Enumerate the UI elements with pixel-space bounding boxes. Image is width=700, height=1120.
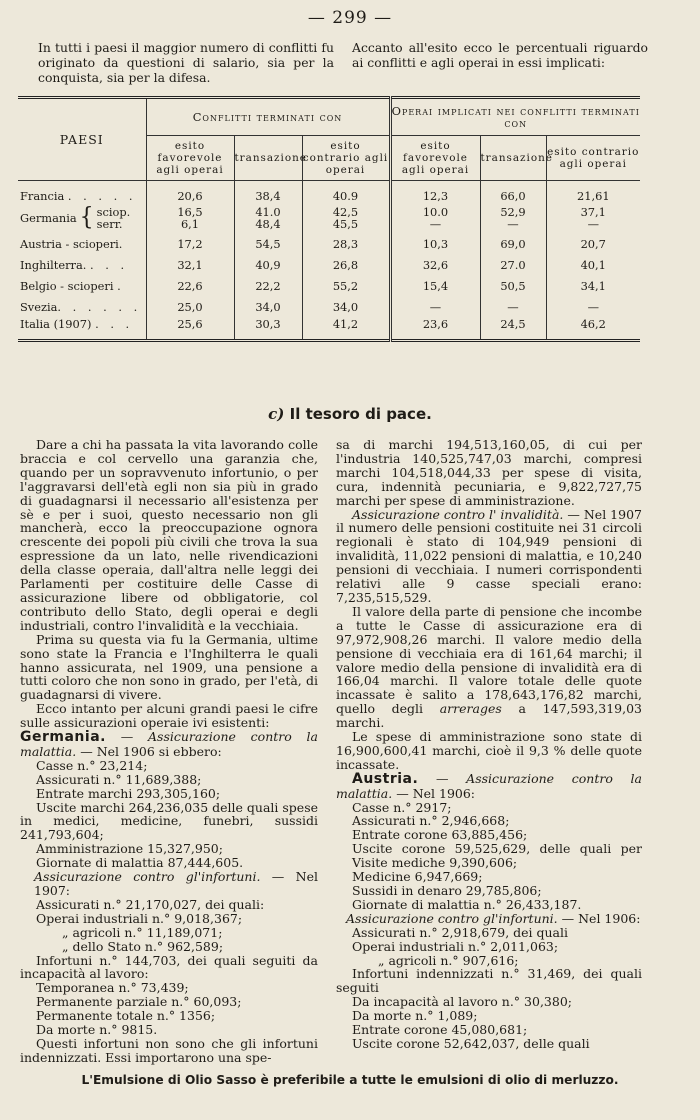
list-item: Operai industriali n.° 9,018,367;	[36, 910, 243, 926]
paragraph-text: a 147,593,319,03 marchi.	[336, 701, 642, 731]
term-arrerages: arrerages	[439, 701, 502, 717]
insurance-type: — Assicurazione contro la malattia.	[20, 729, 318, 759]
list-item: „ agricoli n.° 907,616;	[378, 952, 519, 968]
cell: 22,6	[146, 275, 234, 296]
list-item: Entrate corone 45,080,681;	[352, 1022, 528, 1038]
row-name: Francia	[20, 189, 65, 203]
germania-sub-serr: serr.	[96, 217, 123, 231]
cell: 16,5	[177, 205, 203, 219]
country-name: Germania.	[20, 729, 106, 746]
list-item: Da morte n.° 9815.	[36, 1022, 158, 1038]
header-group-conflitti: Conflitti terminati con	[146, 98, 390, 136]
intro-right: Accanto all'esito ecco le percentuali riguardo ai conflitti e agli operai in essi implicati:	[352, 40, 648, 70]
cell: 25,6	[146, 317, 234, 341]
cell: 41.0	[255, 205, 281, 219]
conflicts-table	[18, 96, 640, 342]
cell: 12,3	[390, 181, 480, 204]
list-item: „ dello Stato n.° 962,589;	[62, 938, 224, 954]
list-item: Infortuni n.° 144,703, dei quali seguiti da incapacità al lavoro:	[20, 952, 318, 982]
header-sub-transazione-1: transazione	[234, 136, 302, 181]
year-text: — Nel 1906:	[396, 785, 476, 801]
subheading	[20, 870, 318, 898]
paragraph: Dare a chi ha passata la vita lavorando colle braccia e col cervello una garanzia che, quando per un sopravvenuto infortunio, o per l'aggravarsi dell'età egli non sia più in grado di guadagnarsi il necessario all'esistenza per sè e per i suoi, questo necessario non gli mancherà, ecco la preoccupazione ognora crescente dei popoli più civili che trova la sua espressione da un lato, nelle rivendicazioni della classe operaia, dall'altra nelle leggi dei Parlamenti per costituire delle Casse di assicurazione libere od obbligatorie, col contributo dello Stato, degli operai e degli industriali, contro l'invalidità e la vecchiaia.	[20, 437, 318, 633]
germania-label	[20, 203, 146, 232]
list-item: Permanente parziale n.° 60,093;	[36, 994, 242, 1010]
advertisement-footer: L'Emulsione di Olio Sasso è preferibile a tutte le emulsioni di olio di merluzzo.	[81, 1073, 619, 1087]
list-item: Entrate corone 63,885,456;	[352, 827, 528, 843]
cell: 10.0	[422, 205, 449, 219]
intro-left: In tutti i paesi il maggior numero di conflitti fu originato da questioni di salario, sia per la conquista, sia per la difesa.	[38, 40, 334, 85]
cell: 10,3	[390, 233, 480, 254]
paragraph	[336, 508, 642, 605]
cell: —	[507, 217, 519, 231]
cell: 22,2	[234, 275, 302, 296]
list-item: Giornate di malattia 87,444,605.	[36, 855, 244, 871]
year-text: — Nel 1906:	[561, 910, 641, 926]
row-name: Italia (1907)	[20, 317, 92, 331]
row-name: Belgio - scioperi .	[20, 278, 121, 293]
header-sub-transazione-2: transazione	[480, 136, 546, 181]
list-item: Permanente totale n.° 1356;	[36, 1008, 216, 1024]
list-item: Casse n.° 23,214;	[36, 757, 148, 773]
list-item: Temporanea n.° 73,439;	[36, 980, 189, 996]
header-sub-favorevole-2: esito favorevole agli operai	[390, 136, 480, 181]
table-row	[18, 296, 640, 317]
table-row	[18, 275, 640, 296]
austria-heading	[336, 772, 642, 801]
cell: 34,0	[234, 296, 302, 317]
list-item: Operai industriali n.° 2,011,063;	[352, 938, 559, 954]
cell: 24,5	[480, 317, 546, 341]
list-item: Infortuni indennizzati n.° 31,469, dei quali seguiti	[336, 966, 642, 996]
leader-dots: . . . . .	[67, 189, 137, 203]
paragraph: Prima su questa via fu la Germania, ultime sono state la Francia e l'Inghilterra le quali hanno assicurata, nel 1909, una pensione a tutti coloro che non sono in grado, per l'età, di guadagnarsi di vivere.	[20, 631, 318, 703]
cell: 48,4	[255, 217, 281, 231]
cell: 15,4	[390, 275, 480, 296]
cell: 40.9	[302, 181, 390, 204]
insurance-type: Assicurazione contro gl'infortuni.	[34, 869, 261, 885]
cell: 55,2	[302, 275, 390, 296]
cell: 54,5	[234, 233, 302, 254]
header-sub-favorevole-1: esito favorevole agli operai	[146, 136, 234, 181]
subheading	[336, 912, 642, 926]
brace-glyph: {	[79, 203, 94, 232]
header-sub-contrario-2: esito contrario agli operai	[546, 136, 640, 181]
cell: 40,1	[546, 254, 640, 275]
list-item: Uscite corone 52,642,037, delle quali	[352, 1035, 590, 1051]
row-name: Svezia	[20, 299, 58, 314]
list-item: Entrate marchi 293,305,160;	[36, 785, 221, 801]
leader-dots: . . .	[90, 257, 129, 272]
cell: —	[429, 217, 442, 231]
cell: 23,6	[390, 317, 480, 341]
cell: 20,7	[546, 233, 640, 254]
paragraph: Ecco intanto per alcuni grandi paesi le cifre sulle assicurazioni operaie ivi esistenti:	[20, 701, 318, 731]
cell: 32,1	[146, 254, 234, 275]
table-row	[18, 181, 640, 204]
cell: —	[480, 296, 546, 317]
year-text: — Nel 1906 si ebbero:	[80, 743, 222, 759]
list-item: Da morte n.° 1,089;	[352, 1008, 478, 1024]
cell: 66,0	[480, 181, 546, 204]
paragraph	[336, 605, 642, 730]
cell: 40,9	[234, 254, 302, 275]
cell: 27.0	[480, 254, 546, 275]
cell: 41,2	[302, 317, 390, 341]
table-row-germania	[18, 203, 640, 233]
right-column	[336, 438, 642, 1051]
section-title-text: Il tesoro di pace.	[289, 405, 432, 423]
list-item: „ agricoli n.° 11,189,071;	[62, 924, 223, 940]
header-group-operai: Operai implicati nei conflitti terminati con	[390, 98, 640, 136]
germania-heading	[20, 730, 318, 759]
leader-dots: . . . . . .	[57, 299, 142, 314]
list-item: Giornate di malattia n.° 26,433,187.	[352, 896, 582, 912]
cell: 30,3	[234, 317, 302, 341]
row-name: Germania	[20, 211, 77, 225]
leader-dots: . . .	[95, 317, 134, 331]
list-item: Assicurati n.° 2,918,679, dei quali	[352, 924, 569, 940]
cell: 34,0	[302, 296, 390, 317]
row-name: Austria - scioperi.	[20, 236, 123, 251]
left-column	[20, 438, 318, 1065]
list-item: Medicine 6,947,669;	[352, 869, 483, 885]
cell: 25,0	[146, 296, 234, 317]
cell: 6,1	[180, 217, 200, 231]
cell: 21,61	[546, 181, 640, 204]
list-item: Casse n.° 2917;	[352, 799, 452, 815]
row-name: Inghilterra.	[20, 257, 87, 272]
list-item: Uscite corone 59,525,629, delle quali per Visite mediche 9,390,606;	[352, 841, 642, 871]
cell: 26,8	[302, 254, 390, 275]
cell: 50,5	[480, 275, 546, 296]
header-sub-contrario-1: esito contrario agli operai	[302, 136, 390, 181]
list-item: Uscite marchi 264,236,035 delle quali spese in medici, medicine, funebri, sussidi 241,793,604;	[20, 799, 319, 843]
cell: 17,2	[146, 233, 234, 254]
list-item: Assicurati n.° 2,946,668;	[352, 813, 510, 829]
insurance-type: Assicurazione contro gl'infortuni.	[346, 910, 558, 926]
insurance-type: — Assicurazione contro la malattia.	[336, 770, 642, 801]
list-item: Assicurati n.° 21,170,027, dei quali:	[36, 896, 265, 912]
header-paesi: PAESI	[59, 131, 104, 147]
list-item: Da incapacità al lavoro n.° 30,380;	[352, 994, 572, 1010]
paragraph-text: Il valore della parte di pensione che incombe a tutte le Casse di assicurazione era di 97,972,908,26 marchi. Il valore medio della pensione di vecchiaia era di 161,64 marchi; il valore medio della pensione di invalidità era di 166,04 marchi. Il valore totale delle quote incassate è salito a 178,643,176,82 marchi, quello degli	[336, 603, 642, 717]
cell: 28,3	[302, 233, 390, 254]
paragraph-text: — Nel 1907 il numero delle pensioni costituite nei 31 circoli regionali è stato di 104,949 pensioni di invalidità, 11,022 pensioni di malattia, e 10,240 pensioni di vecchiaia. I numeri corrispondenti relativi alle 9 casse speciali erano: 7,235,515,529.	[336, 506, 642, 605]
list-item: Assicurati n.° 11,689,388;	[36, 771, 202, 787]
cell: 34,1	[546, 275, 640, 296]
conflicts-table-container	[18, 96, 640, 342]
table-row	[18, 233, 640, 254]
list-item: Sussidi in denaro 29,785,806;	[352, 883, 542, 898]
cell: 42,5	[332, 205, 359, 219]
cell: 37,1	[580, 205, 606, 219]
cell: 69,0	[480, 233, 546, 254]
cell: —	[546, 296, 640, 317]
cell: 38,4	[234, 181, 302, 204]
paragraph: sa di marchi 194,513,160,05, di cui per l'industria 140,525,747,03 marchi, compresi marchi 104,518,044,33 per spese di visita, cura, indennità pecuniaria, e 9,822,727,75 marchi per spese di amministrazione.	[336, 437, 642, 508]
section-letter: c)	[268, 405, 285, 423]
page-number: — 299 —	[307, 8, 393, 28]
section-title	[0, 405, 700, 423]
list-item: Amministrazione 15,327,950;	[36, 841, 223, 857]
country-name: Austria.	[352, 770, 419, 787]
table-row	[18, 254, 640, 275]
cell: 46,2	[546, 317, 640, 341]
paragraph: Le spese di amministrazione sono state di 16,900,600,41 marchi, cioè il 9,3 % delle quote incassate.	[336, 729, 642, 772]
insurance-type: Assicurazione contro l' invalidità.	[352, 506, 564, 522]
year-text: — Nel 1907:	[34, 869, 318, 898]
cell: 32,6	[390, 254, 480, 275]
cell: 20,6	[146, 181, 234, 204]
cell: —	[390, 296, 480, 317]
cell: —	[587, 217, 599, 231]
cell: 45,5	[332, 217, 359, 231]
germania-sub-sciop: sciop.	[96, 205, 131, 219]
paragraph: Questi infortuni non sono che gli infortuni indennizzati. Essi importarono una spe-	[20, 1035, 318, 1065]
cell: 52,9	[500, 205, 526, 219]
table-row	[18, 317, 640, 341]
